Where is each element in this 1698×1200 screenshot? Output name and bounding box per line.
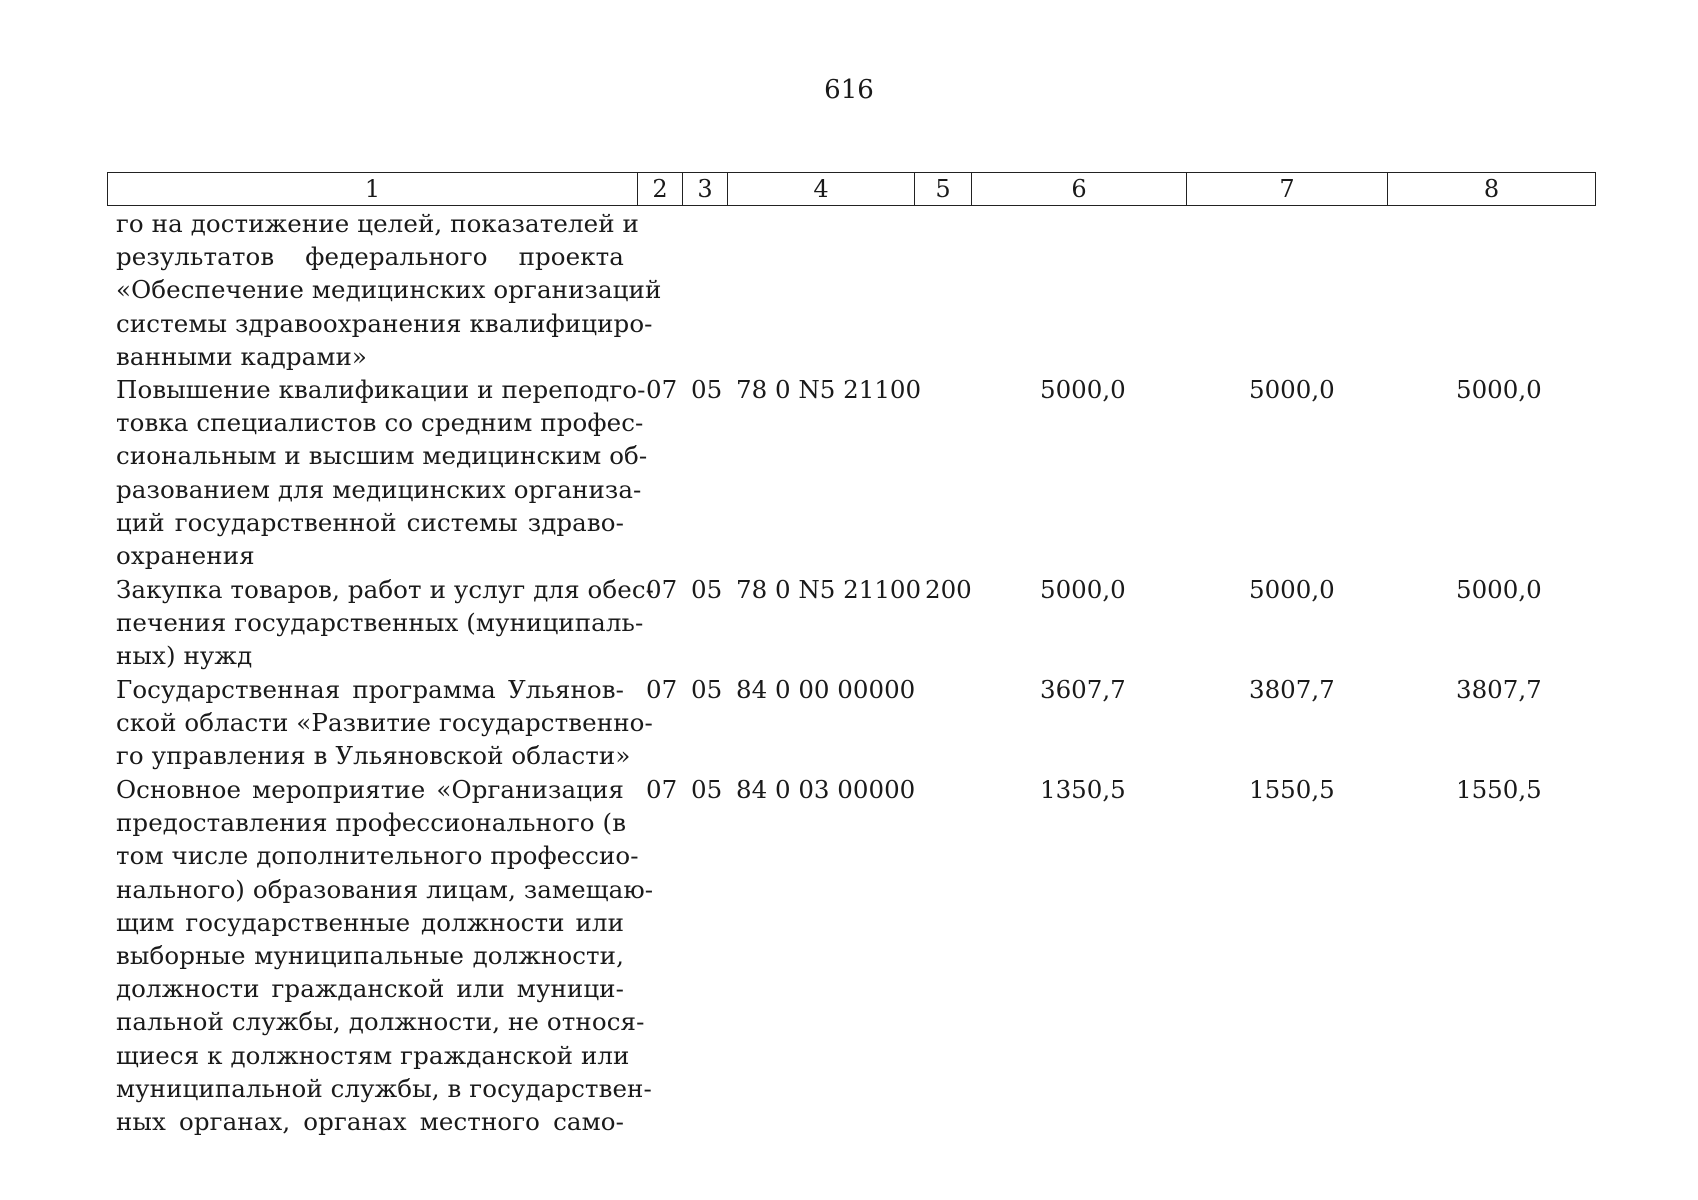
description-line: пальной службы, должности, не относя- <box>116 1007 645 1037</box>
description-line: муниципальной службы, в государствен- <box>116 1073 652 1103</box>
description-line: ванными кадрами» <box>116 341 368 371</box>
row-description <box>116 207 662 373</box>
subsection-code: 05 <box>691 575 723 604</box>
column-header-2: 2 <box>638 173 683 206</box>
column-header-3: 3 <box>683 173 728 206</box>
description-line: разованием для медицинских организа- <box>116 474 642 504</box>
description-line: системы здравоохранения квалифициро- <box>116 308 653 338</box>
description-line: Закупка товаров, работ и услуг для обес- <box>116 575 655 604</box>
row-description <box>116 673 653 773</box>
target-article-code: 84 0 00 00000 <box>736 675 916 704</box>
section-code: 07 <box>646 375 678 404</box>
amount-col-8: 5000,0 <box>1456 375 1542 404</box>
row-description <box>116 573 655 673</box>
amount-col-8: 5000,0 <box>1456 575 1542 604</box>
section-code: 07 <box>646 575 678 604</box>
description-line: том числе дополнительного профессио- <box>116 841 639 871</box>
amount-col-6: 5000,0 <box>1040 375 1126 404</box>
description-line: ных органах, органах местного само- <box>116 1107 624 1137</box>
section-code: 07 <box>646 675 678 704</box>
section-code: 07 <box>646 775 678 804</box>
column-header-8: 8 <box>1388 173 1596 206</box>
description-line: ных) нужд <box>116 641 253 671</box>
amount-col-6: 5000,0 <box>1040 575 1126 604</box>
table-header <box>107 172 1596 206</box>
description-line: печения государственных (муниципаль- <box>116 608 644 638</box>
subsection-code: 05 <box>691 675 723 704</box>
amount-col-7: 5000,0 <box>1249 575 1335 604</box>
description-line: Основное мероприятие «Организация <box>116 775 624 804</box>
target-article-code: 78 0 N5 21100 <box>736 575 922 604</box>
amount-col-7: 3807,7 <box>1249 675 1335 704</box>
description-line: го на достижение целей, показателей и <box>116 209 639 238</box>
subsection-code: 05 <box>691 375 723 404</box>
description-line: щим государственные должности или <box>116 907 624 937</box>
description-line: нального) образования лицам, замещаю- <box>116 874 654 904</box>
amount-col-7: 5000,0 <box>1249 375 1335 404</box>
target-article-code: 84 0 03 00000 <box>736 775 916 804</box>
amount-col-6: 3607,7 <box>1040 675 1126 704</box>
description-line: товка специалистов со средним профес- <box>116 408 644 438</box>
column-header-5: 5 <box>915 173 972 206</box>
row-description <box>116 773 654 1138</box>
column-header-1: 1 <box>108 173 638 206</box>
description-line: предоставления профессионального (в <box>116 808 627 838</box>
description-line: «Обеспечение медицинских организаций <box>116 275 662 305</box>
description-line: результатов федерального проекта <box>116 242 624 272</box>
description-line: выборные муниципальные должности, <box>116 941 624 971</box>
column-header-6: 6 <box>972 173 1187 206</box>
description-line: го управления в Ульяновской области» <box>116 741 631 771</box>
description-line: Государственная программа Ульянов- <box>116 675 624 704</box>
column-header-4: 4 <box>728 173 915 206</box>
column-header-7: 7 <box>1187 173 1388 206</box>
amount-col-8: 3807,7 <box>1456 675 1542 704</box>
description-line: ской области «Развитие государственно- <box>116 708 653 738</box>
description-line: сиональным и высшим медицинским об- <box>116 441 648 471</box>
target-article-code: 78 0 N5 21100 <box>736 375 922 404</box>
description-line: щиеся к должностям гражданской или <box>116 1040 630 1070</box>
page-number: 616 <box>824 75 874 105</box>
subsection-code: 05 <box>691 775 723 804</box>
header-row <box>108 173 1596 206</box>
amount-col-8: 1550,5 <box>1456 775 1542 804</box>
description-line: Повышение квалификации и переподго- <box>116 375 646 404</box>
amount-col-7: 1550,5 <box>1249 775 1335 804</box>
row-description <box>116 373 648 572</box>
description-line: ций государственной системы здраво- <box>116 507 624 537</box>
amount-col-6: 1350,5 <box>1040 775 1126 804</box>
description-line: охранения <box>116 541 255 571</box>
expense-type-code: 200 <box>925 575 972 604</box>
description-line: должности гражданской или муници- <box>116 974 624 1004</box>
